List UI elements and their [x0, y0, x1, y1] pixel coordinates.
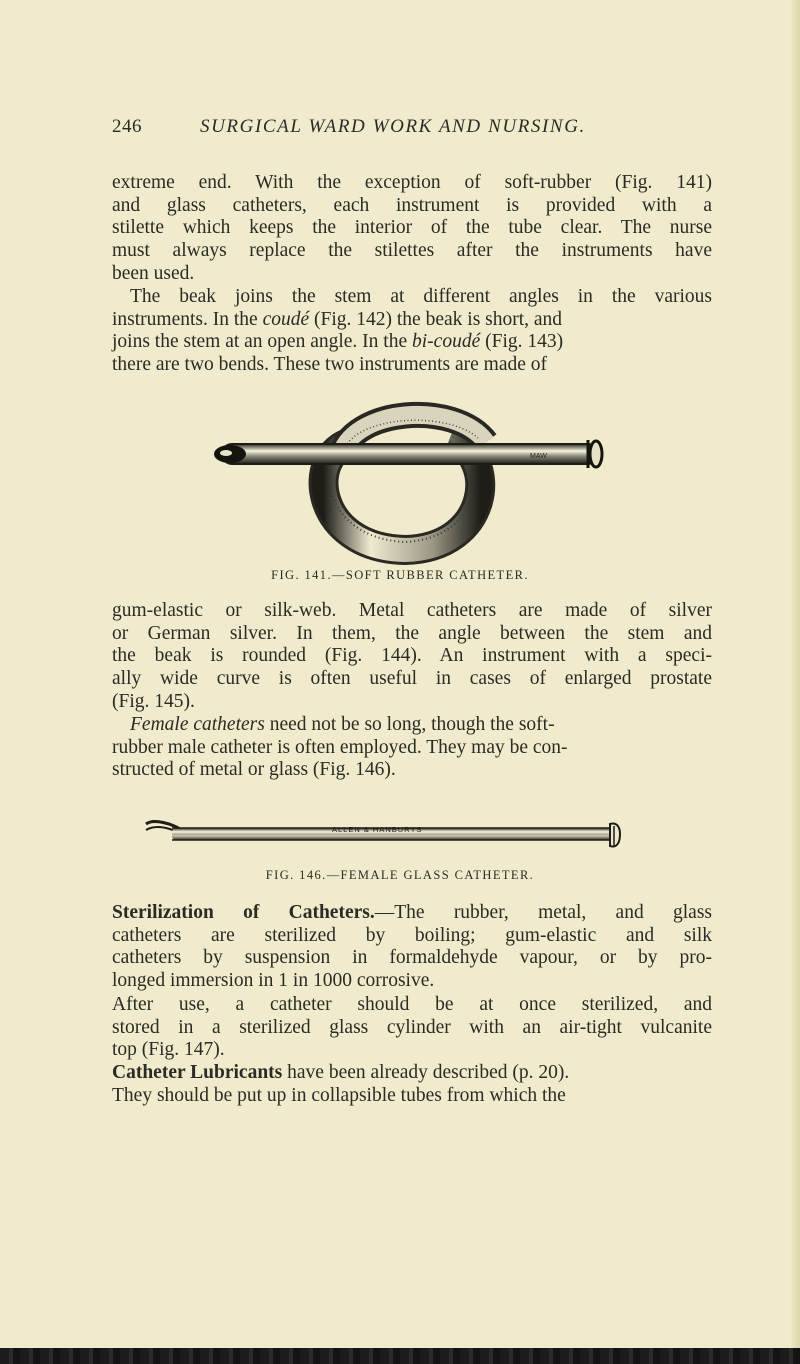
heading-sterilization: Sterilization of Catheters. [112, 902, 375, 923]
figure-caption-141: FIG. 141.—SOFT RUBBER CATHETER. [271, 568, 529, 582]
text-line [112, 331, 712, 354]
text-line: They should be put up in collapsible tubes from which the [112, 1084, 566, 1106]
text-line: stilette which keeps the interior of the tube clear. The nurse [112, 217, 712, 239]
text-line [112, 714, 712, 737]
paragraph-3 [112, 600, 712, 714]
text-run: have been already described (p. 20). [282, 1062, 570, 1083]
running-head: SURGICAL WARD WORK AND NURSING. [200, 116, 586, 137]
paragraph-1 [112, 172, 712, 286]
text-line [112, 902, 712, 925]
page-edge-right [790, 0, 800, 1364]
paragraph-2 [112, 286, 712, 377]
text-line: gum-elastic or silk-web. Metal catheters are made of silver [112, 600, 712, 621]
term-female-catheters: Female catheters [130, 714, 265, 735]
paragraph-5 [112, 902, 712, 993]
page-header [0, 116, 800, 146]
text-line: top (Fig. 147). [112, 1039, 225, 1061]
text-line: catheters are sterilized by boiling; gum-elastic and silk [112, 924, 712, 946]
paragraph-6 [112, 994, 712, 1062]
text-line [112, 309, 712, 332]
text-line: (Fig. 145). [112, 690, 195, 712]
text-run: instruments. [112, 308, 208, 330]
text-line: rubber male catheter is often employed. They may be con- [112, 736, 568, 758]
paragraph-4 [112, 714, 712, 782]
page-edge-bottom [0, 1348, 800, 1364]
text-run: (Fig. 143) [480, 331, 564, 353]
text-line: extreme end. With the exception of soft-rubber (Fig. 141) [112, 172, 712, 193]
text-line: and glass catheters, each instrument is provided with a [112, 194, 712, 216]
text-run: joins the stem at an open angle. In the [112, 331, 413, 353]
text-run: —The rubber, metal, and glass [374, 902, 712, 923]
figure-caption-146: FIG. 146.—FEMALE GLASS CATHETER. [265, 868, 535, 882]
maker-mark: ALLEN & HANBURYS [332, 825, 423, 834]
text-line: ally wide curve is often useful in cases of enlarged prostate [112, 668, 712, 690]
text-line: must always replace the stilettes after the instruments have [112, 240, 712, 262]
female-glass-catheter-illustration [142, 816, 632, 856]
paragraph-7 [112, 1062, 712, 1107]
heading-catheter-lubricants: Catheter Lubricants [112, 1062, 283, 1083]
term-bi-coude: bi-coudé [412, 331, 481, 353]
page-number: 246 [112, 116, 142, 137]
text-line: stored in a sterilized glass cylinder with an air-tight vulcanite [112, 1016, 712, 1038]
text-line [112, 1062, 712, 1085]
text-line: catheters by suspension in formaldehyde vapour, or by pro- [112, 947, 712, 969]
text-run: need not be so long, though the soft- [264, 714, 555, 735]
text-line: been used. [112, 262, 195, 284]
text-line: After use, a catheter should be at once sterilized, and [112, 994, 712, 1015]
text-run: (Fig. 142) the beak is short, and [309, 308, 563, 330]
text-run: In the [212, 308, 263, 330]
maker-mark: MAW [530, 453, 547, 460]
text-line: structed of metal or glass (Fig. 146). [112, 759, 396, 781]
term-coude: coudé [262, 308, 310, 330]
text-line: longed immersion in 1 in 1000 corrosive. [112, 970, 435, 992]
text-line: the beak is rounded (Fig. 144). An instrument with a speci- [112, 645, 712, 667]
soft-rubber-catheter-illustration [200, 398, 620, 566]
text-line: or German silver. In them, the angle between the stem and [112, 622, 712, 644]
text-line: there are two bends. These two instruments are made of [112, 354, 547, 376]
text-line: The beak joins the stem at different angles in the various [130, 286, 712, 307]
